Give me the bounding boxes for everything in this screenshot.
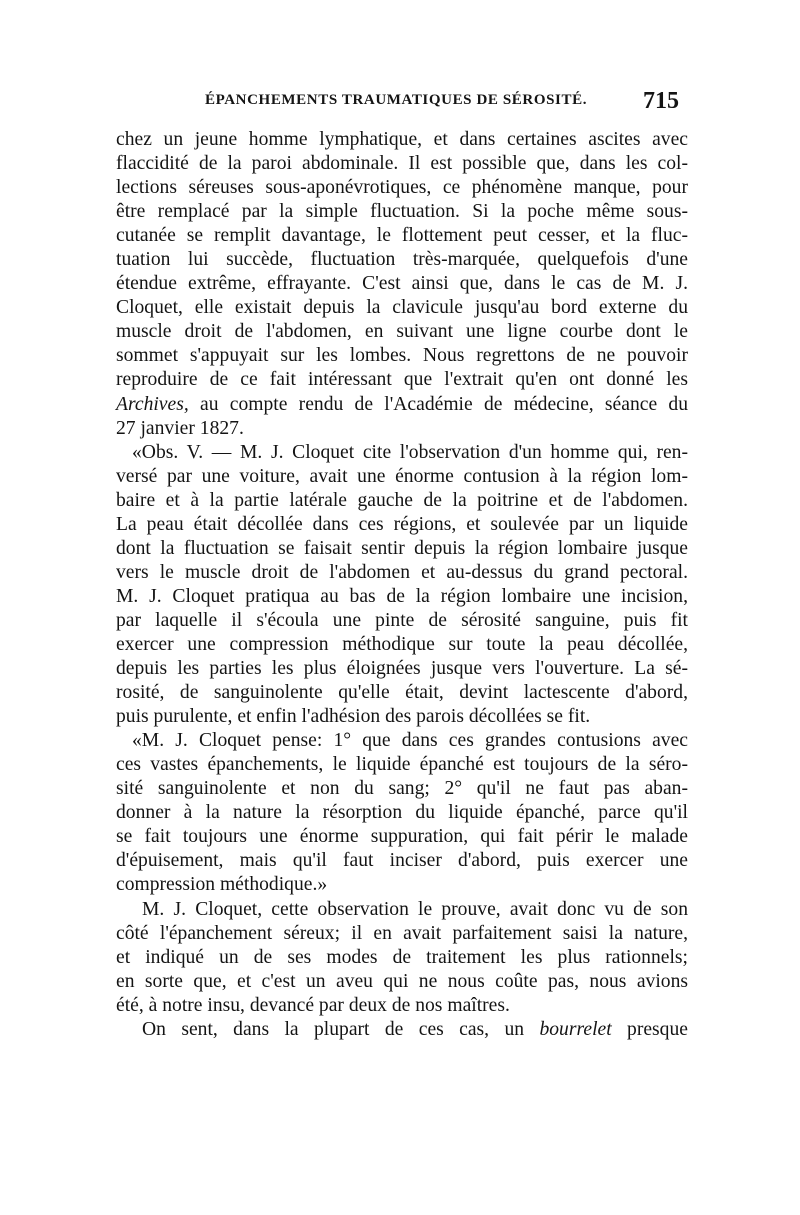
text-line: été, à notre insu, devancé par deux de nos maîtres. (116, 994, 510, 1016)
text-line: donner à la nature la résorption du liquide épanché, parce qu'il (116, 802, 688, 824)
text-line: M. J. Cloquet pratiqua au bas de la région lombaire une incision, (116, 585, 688, 607)
text-line: muscle droit de l'abdomen, en suivant une ligne courbe dont le (116, 321, 688, 343)
text-line: par laquelle il s'écoula une pinte de sérosité sanguine, puis fit (116, 609, 688, 631)
text-line: versé par une voiture, avait une énorme contusion à la région lom- (116, 465, 688, 487)
text-line: d'épuisement, mais qu'il faut inciser d'abord, puis exercer une (116, 850, 688, 872)
text-line: et indiqué un de ses modes de traitement les plus rationnels; (116, 946, 688, 968)
text-line: tuation lui succède, fluctuation très-marquée, quelquefois d'une (116, 249, 688, 271)
text-line: ces vastes épanchements, le liquide épanché est toujours de la séro- (116, 754, 688, 776)
text-line: étendue extrême, effrayante. C'est ainsi que, dans le cas de M. J. (116, 273, 688, 295)
text-line: côté l'épanchement séreux; il en avait parfaitement saisi la nature, (116, 922, 688, 944)
text-line: sité sanguinolente et non du sang; 2° qu'il ne faut pas aban- (116, 778, 688, 800)
text-line: en sorte que, et c'est un aveu qui ne nous coûte pas, nous avions (116, 970, 688, 992)
text-line: «M. J. Cloquet pense: 1° que dans ces grandes contusions avec (132, 730, 688, 752)
text-gap (524, 1019, 539, 1040)
text-line: 27 janvier 1827. (116, 417, 244, 439)
text-line-final (116, 1018, 688, 1042)
text-line: compression méthodique.» (116, 874, 328, 896)
text-line: dont la fluctuation se faisait sentir depuis la région lombaire jusque (116, 537, 688, 559)
text-line: cutanée se remplit davantage, le flottement peut cesser, et la fluc- (116, 225, 688, 247)
running-title: ÉPANCHEMENTS TRAUMATIQUES DE SÉROSITÉ. (205, 92, 588, 108)
text-line: être remplacé par la simple fluctuation. Si la poche même sous- (116, 201, 688, 223)
text-line: Cloquet, elle existait depuis la clavicule jusqu'au bord externe du (116, 297, 688, 319)
text-line: baire et à la partie latérale gauche de la poitrine et de l'abdomen. (116, 489, 688, 511)
text-line: «Obs. V. — M. J. Cloquet cite l'observation d'un homme qui, ren- (132, 441, 688, 463)
text-line-archives (116, 393, 688, 417)
text-line: depuis les parties les plus éloignées jusque vers l'ouverture. La sé- (116, 658, 688, 680)
text-line: chez un jeune homme lymphatique, et dans certaines ascites avec (116, 129, 688, 150)
italic-term: bourrelet (539, 1018, 612, 1040)
text-line: reproduire de ce fait intéressant que l'extrait qu'en ont donné les (116, 369, 688, 391)
text-fragment: On sent, dans la plupart de ces cas, un (142, 1018, 525, 1040)
text-line: lections séreuses sous-aponévrotiques, ce phénomène manque, pour (116, 177, 688, 199)
text-fragment: presque (611, 1018, 688, 1040)
journal-title: Archives, (116, 393, 189, 415)
page-number: 715 (643, 88, 679, 114)
text-line: La peau était décollée dans ces régions, et soulevée par un liquide (116, 513, 688, 535)
text-line: rosité, de sanguinolente qu'elle était, devint lactescente d'abord, (116, 682, 688, 704)
text-line: se fait toujours une énorme suppuration, qui fait périr le malade (116, 826, 688, 848)
text-line: M. J. Cloquet, cette observation le prouve, avait donc vu de son (142, 898, 688, 920)
body-text (116, 128, 688, 1042)
text-line: puis purulente, et enfin l'adhésion des parois décollées se fit. (116, 706, 591, 728)
text-line: flaccidité de la paroi abdominale. Il est possible que, dans les col- (116, 153, 688, 175)
text-fragment: au compte rendu de l'Académie de médecine, séance du (188, 393, 688, 415)
text-line: sommet s'appuyait sur les lombes. Nous regrettons de ne pouvoir (116, 345, 688, 367)
text-line: vers le muscle droit de l'abdomen et au-dessus du grand pectoral. (116, 561, 688, 583)
text-line: exercer une compression méthodique sur toute la peau décollée, (116, 633, 688, 655)
